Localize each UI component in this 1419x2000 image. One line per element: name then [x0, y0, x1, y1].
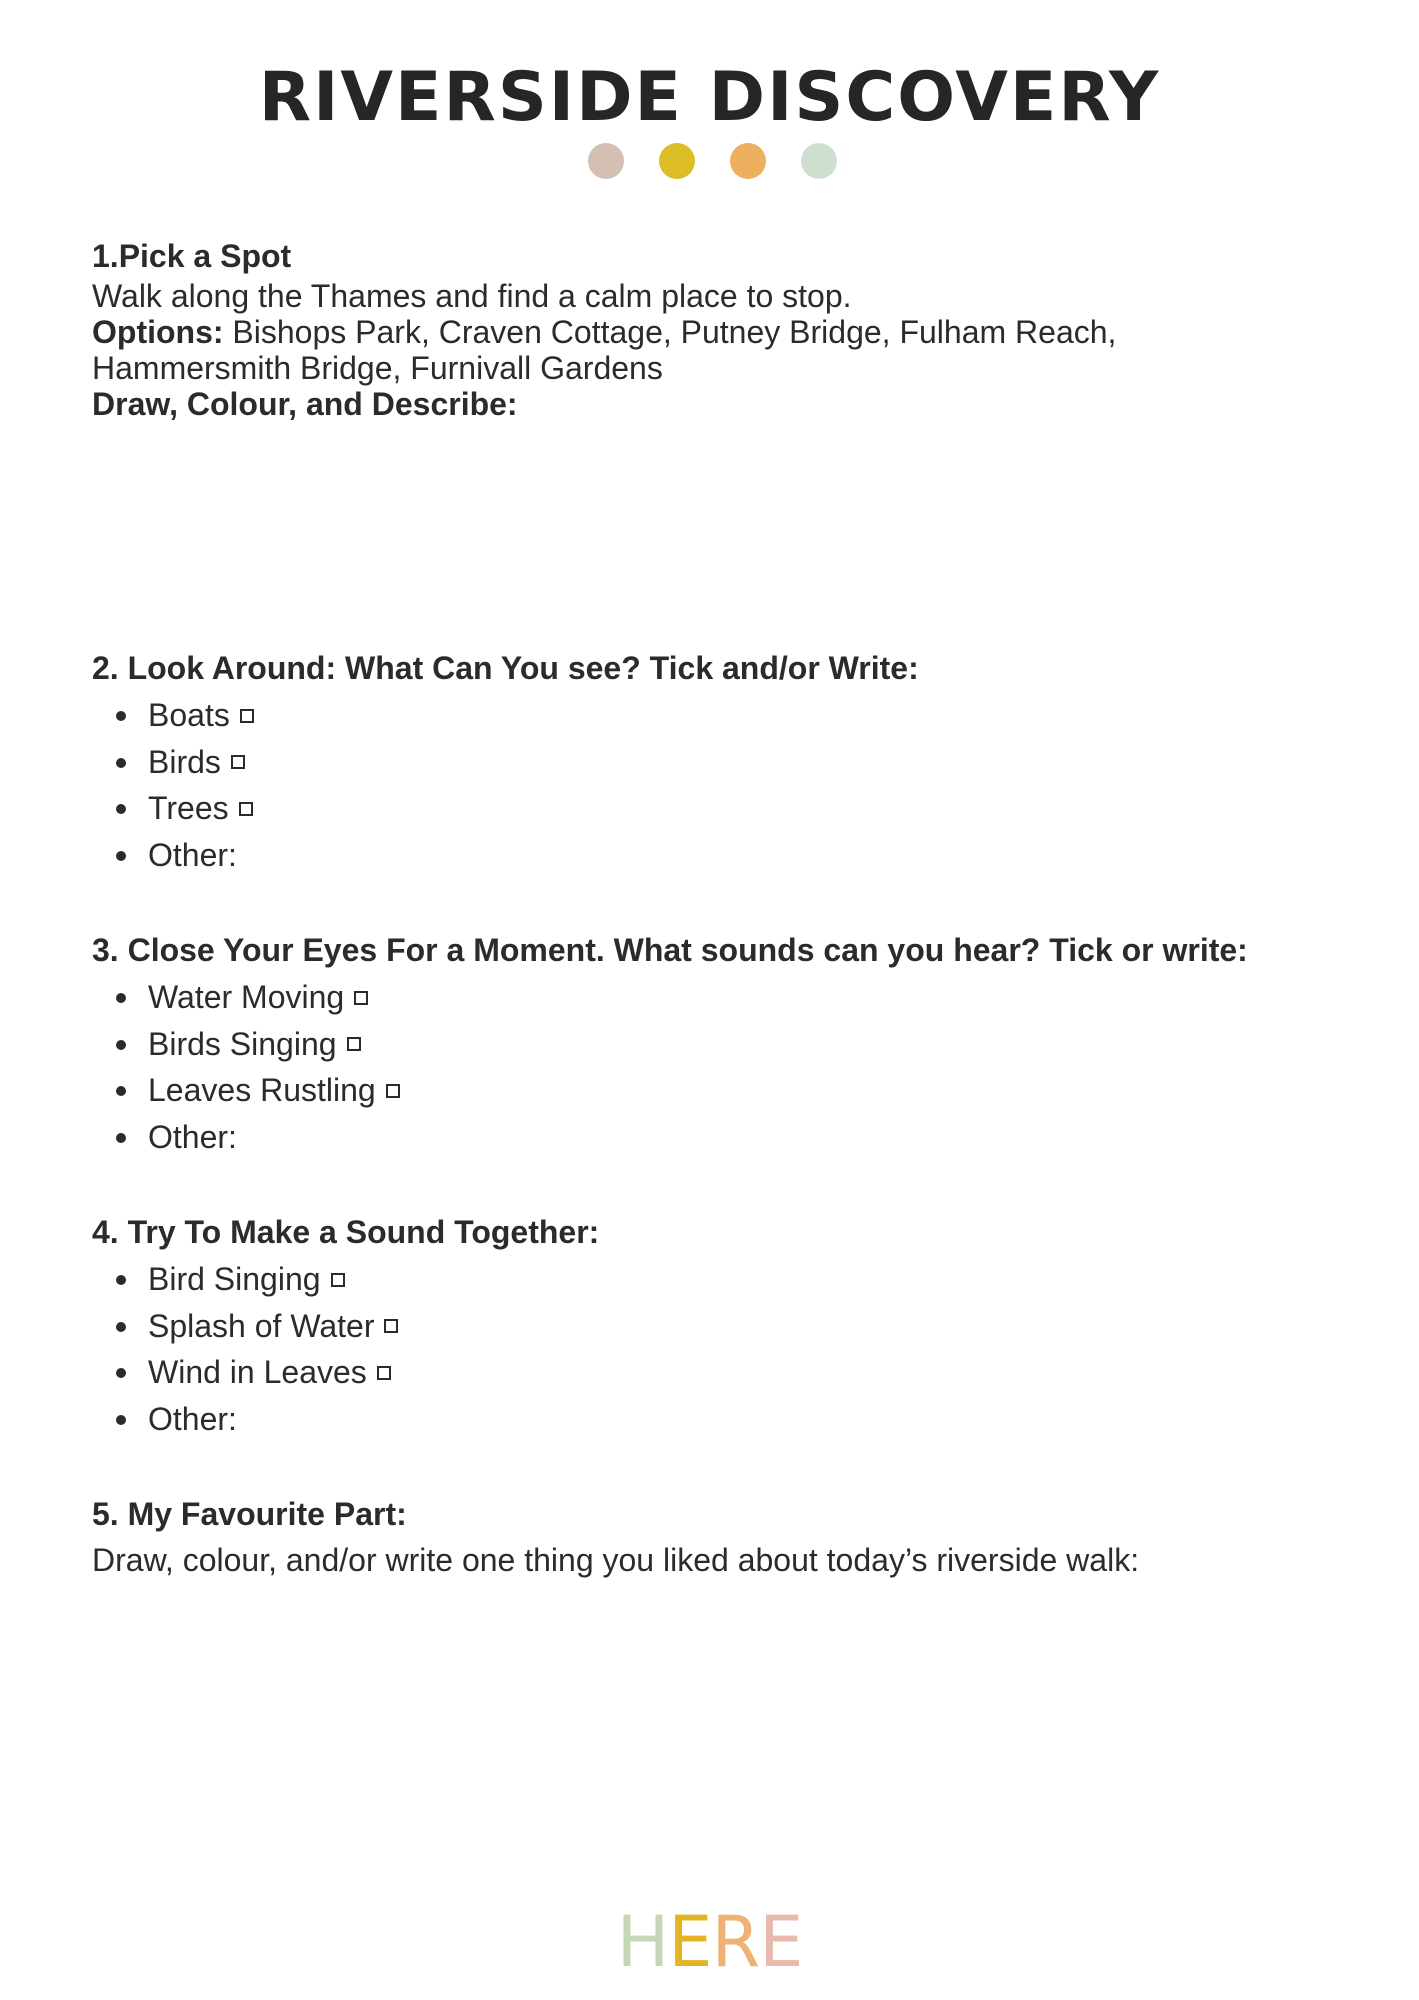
section-5-heading: 5. My Favourite Part: [92, 1496, 407, 1532]
section-1-intro: Walk along the Thames and find a calm place to stop. [92, 278, 852, 314]
drawing-area-2[interactable] [92, 1578, 1352, 1778]
section-4 [92, 1214, 1352, 1496]
checkbox[interactable] [331, 1273, 345, 1287]
checkbox[interactable] [377, 1366, 391, 1380]
list-item: Bird Singing [148, 1256, 1352, 1303]
section-3-heading: 3. Close Your Eyes For a Moment. What sounds can you hear? Tick or write: [92, 932, 1248, 968]
section-5-text: Draw, colour, and/or write one thing you liked about today’s riverside walk: [92, 1542, 1140, 1578]
checkbox[interactable] [239, 802, 253, 816]
list-item: Boats [148, 692, 1352, 739]
dot-1 [588, 143, 624, 179]
dot-2 [659, 143, 695, 179]
list-item: Birds [148, 739, 1352, 786]
section-2-list [92, 692, 1352, 878]
worksheet-content [92, 238, 1352, 1778]
section-1 [92, 238, 1352, 650]
section-3 [92, 932, 1352, 1214]
drawing-area-1[interactable] [92, 422, 1352, 650]
section-3-list [92, 974, 1352, 1160]
list-item: Wind in Leaves [148, 1349, 1352, 1396]
list-item: Leaves Rustling [148, 1067, 1352, 1114]
section-2-heading: 2. Look Around: What Can You see? Tick and/or Write: [92, 650, 919, 686]
section-4-heading: 4. Try To Make a Sound Together: [92, 1214, 600, 1250]
checkbox[interactable] [231, 755, 245, 769]
checkbox[interactable] [354, 991, 368, 1005]
section-1-options [92, 314, 1352, 350]
section-4-list [92, 1256, 1352, 1442]
checkbox[interactable] [386, 1084, 400, 1098]
list-item: Other: [148, 832, 1352, 879]
page-title: RIVERSIDE DISCOVERY [258, 58, 1161, 137]
here-logo: HERE [616, 1901, 803, 1983]
list-item: Water Moving [148, 974, 1352, 1021]
checkbox[interactable] [384, 1319, 398, 1333]
section-5 [92, 1496, 1352, 1778]
options-text: Bishops Park, Craven Cottage, Putney Bridge, Fulham Reach, [223, 314, 1117, 350]
list-item: Other: [148, 1396, 1352, 1443]
checkbox[interactable] [347, 1037, 361, 1051]
dot-4 [801, 143, 837, 179]
list-item: Splash of Water [148, 1303, 1352, 1350]
options-label: Options: [92, 314, 224, 350]
list-item: Birds Singing [148, 1021, 1352, 1068]
section-2 [92, 650, 1352, 932]
checkbox[interactable] [240, 709, 254, 723]
section-1-heading: 1.Pick a Spot [92, 238, 292, 274]
section-1-options-cont: Hammersmith Bridge, Furnivall Gardens [92, 350, 663, 386]
list-item: Other: [148, 1114, 1352, 1161]
section-1-prompt: Draw, Colour, and Describe: [92, 386, 518, 422]
dot-3 [730, 143, 766, 179]
list-item: Trees [148, 785, 1352, 832]
